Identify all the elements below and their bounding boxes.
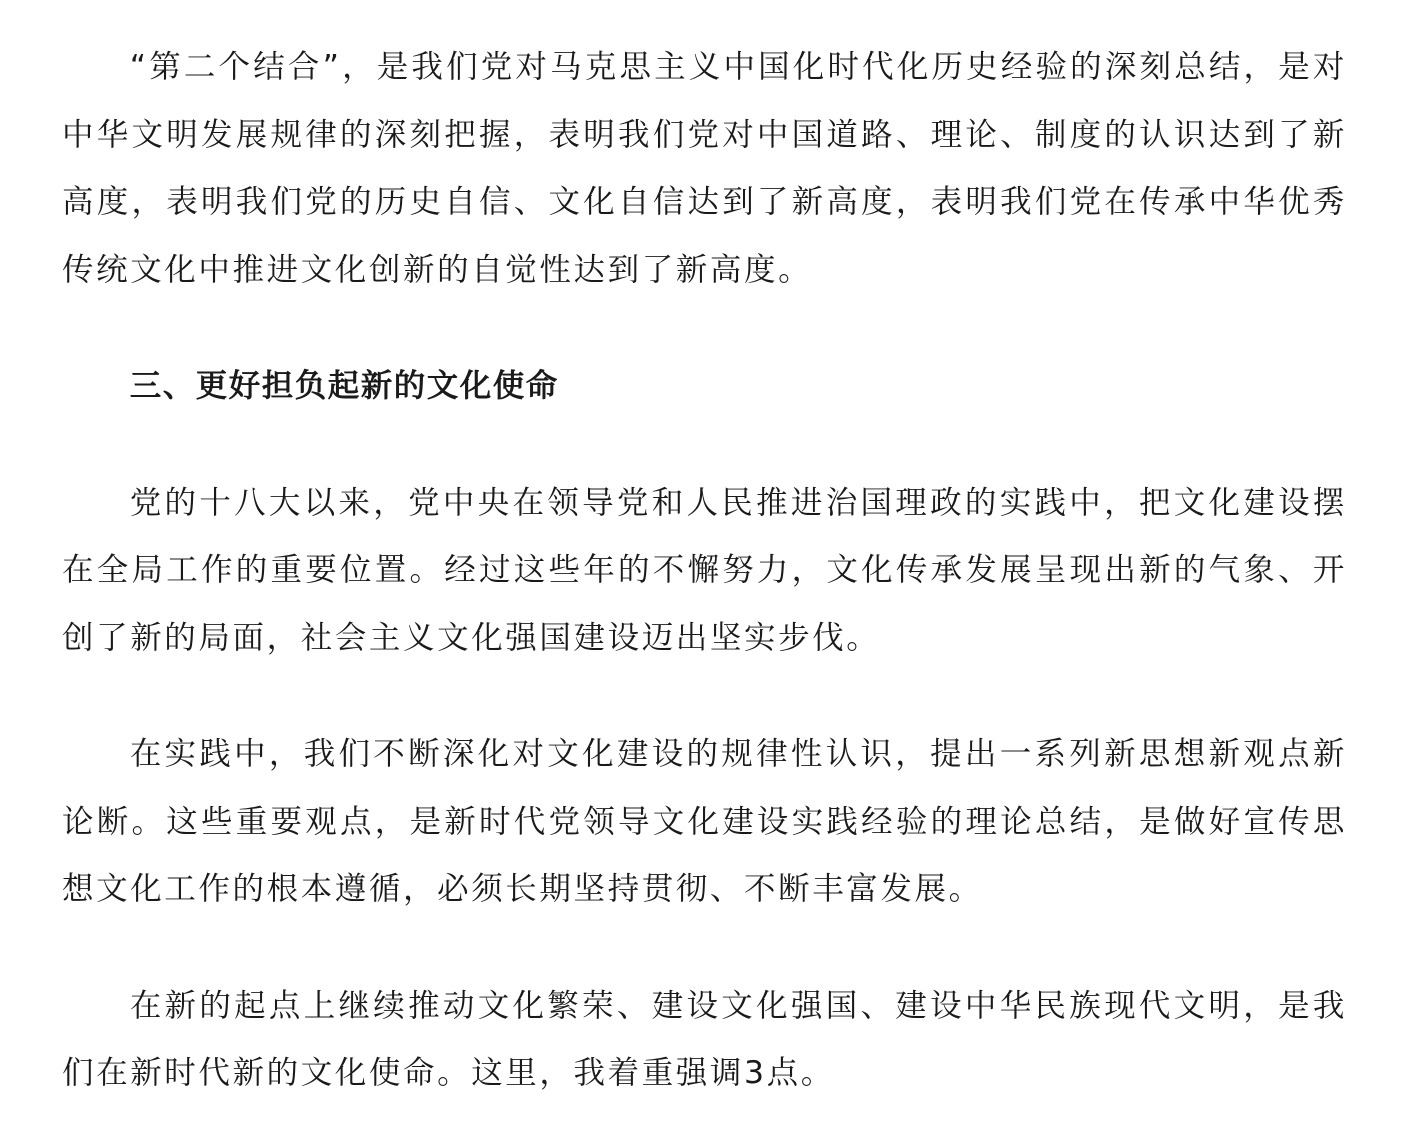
paragraph: 党的十八大以来，党中央在领导党和人民推进治国理政的实践中，把文化建设摆在全局工作的重要位置。经过这些年的不懈努力，文化传承发展呈现出新的气象、开创了新的局面，社会主义文化强国建设迈出坚实步伐。 <box>62 484 1347 656</box>
paragraph: “第二个结合”，是我们党对马克思主义中国化时代化历史经验的深刻总结，是对中华文明发展规律的深刻把握，表明我们党对中国道路、理论、制度的认识达到了新高度，表明我们党的历史自信、文化自信达到了新高度，表明我们党在传承中华优秀传统文化中推进文化创新的自觉性达到了新高度。 <box>62 49 1347 288</box>
paragraph-gap <box>62 421 1347 470</box>
paragraph-gap <box>62 924 1347 973</box>
paragraph-gap <box>62 672 1347 721</box>
article-body <box>62 34 1347 1108</box>
paragraph: 在新的起点上继续推动文化繁荣、建设文化强国、建设中华民族现代文明，是我们在新时代新的文化使命。这里，我着重强调3点。 <box>62 987 1347 1091</box>
paragraph: 在实践中，我们不断深化对文化建设的规律性认识，提出一系列新思想新观点新论断。这些重要观点，是新时代党领导文化建设实践经验的理论总结，是做好宣传思想文化工作的根本遵循，必须长期坚持贯彻、不断丰富发展。 <box>62 736 1347 907</box>
section-heading: 三、更好担负起新的文化使命 <box>129 368 559 404</box>
paragraph-gap <box>62 304 1347 353</box>
